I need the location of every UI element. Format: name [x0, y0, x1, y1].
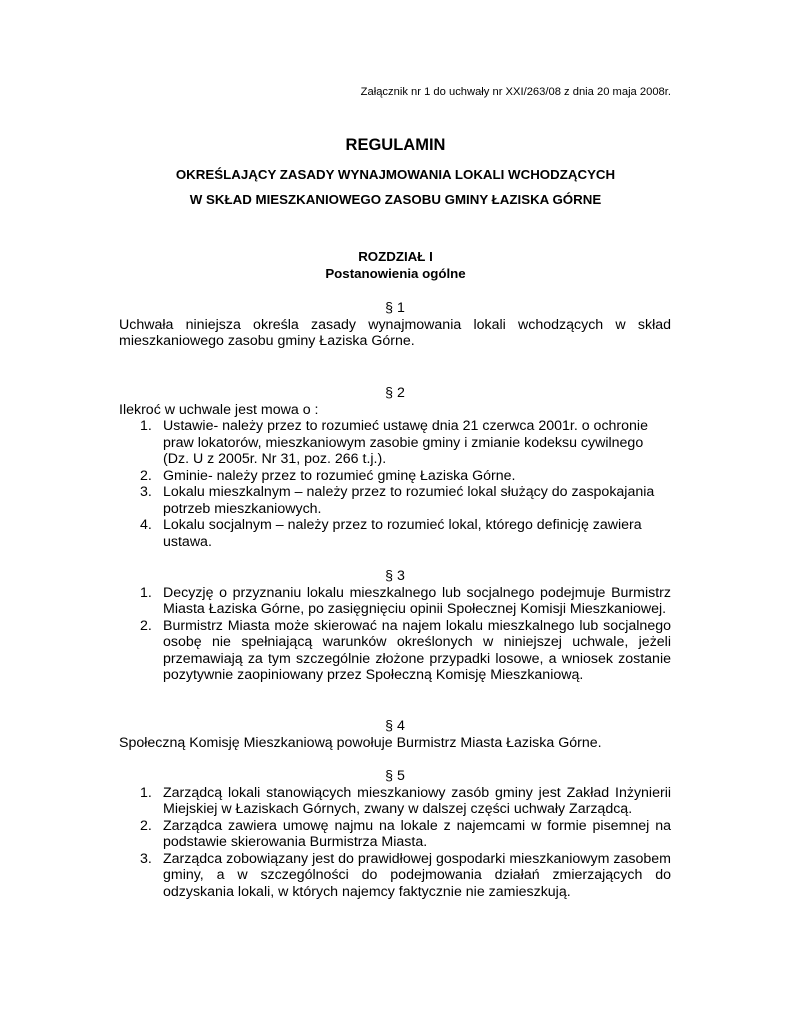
list-item — [119, 484, 671, 517]
section-2-list — [119, 418, 671, 550]
section-3-heading: § 3 — [385, 568, 405, 584]
list-item-number: 1. — [140, 418, 152, 434]
section-2 — [119, 385, 671, 550]
list-item-text: Burmistrz Miasta może skierować na najem lokalu mieszkalnego lub socjalnego osobę nie spełniającą warunków określonych w niniejszej uchwale, jeżeli przemawiają za tym szczególnie złożone przypadki losowe, a wniosek zostanie pozytywnie zaopiniowany przez Społeczną Komisję Mieszkaniową. — [163, 617, 671, 683]
list-item — [119, 585, 671, 618]
section-1-text: Uchwała niniejsza określa zasady wynajmowania lokali wchodzących w skład mieszkaniowego zasobu gminy Łaziska Górne. — [119, 316, 671, 349]
list-item-number: 2. — [140, 617, 152, 634]
list-item-number: 3. — [140, 484, 152, 500]
section-1 — [119, 300, 671, 350]
list-item-number: 4. — [140, 517, 152, 533]
list-item — [119, 785, 671, 818]
section-4-heading: § 4 — [385, 718, 405, 734]
section-3-list — [119, 585, 671, 684]
list-item — [119, 851, 671, 901]
list-item-number: 1. — [140, 584, 152, 601]
subtitle-line-1: OKREŚLAJĄCY ZASADY WYNAJMOWANIA LOKALI WCHODZĄCYCH — [175, 167, 616, 182]
section-2-intro: Ilekroć w uchwale jest mowa o : — [119, 401, 319, 418]
list-item — [119, 418, 671, 468]
section-4 — [119, 718, 671, 751]
list-item — [119, 468, 671, 485]
section-5 — [119, 768, 671, 900]
annex-reference: Załącznik nr 1 do uchwały nr XXI/263/08 z dnia 20 maja 2008r. — [360, 86, 671, 98]
list-item-text: Lokalu mieszkalnym – należy przez to rozumieć lokal służący do zaspokajania potrzeb mieszkaniowych. — [163, 484, 655, 517]
document-title: REGULAMIN — [345, 136, 446, 154]
section-1-heading: § 1 — [385, 300, 405, 316]
chapter-name: Postanowienia ogólne — [325, 266, 466, 281]
list-item — [119, 517, 671, 550]
list-item — [119, 818, 671, 851]
list-item-text: Zarządca zawiera umowę najmu na lokale z najemcami w formie pisemnej na podstawie skierowania Burmistrza Miasta. — [163, 817, 671, 850]
list-item-text: Decyzję o przyznaniu lokalu mieszkalnego lub socjalnego podejmuje Burmistrz Miasta Łaziska Górne, po zasięgnięciu opinii Społecznej Komisji Mieszkaniowej. — [163, 584, 671, 617]
section-5-heading: § 5 — [385, 768, 405, 784]
chapter-number: ROZDZIAŁ I — [358, 249, 433, 264]
list-item-text: Zarządcą lokali stanowiących mieszkaniowy zasób gminy jest Zakład Inżynierii Miejskiej w Łaziskach Górnych, zwany w dalszej części uchwały Zarządcą. — [163, 784, 671, 817]
list-item-text: Zarządca zobowiązany jest do prawidłowej gospodarki mieszkaniowym zasobem gminy, a w szczególności do podejmowania działań zmierzających do odzyskania lokali, w których najemcy faktycznie nie zamieszkują. — [163, 850, 671, 900]
list-item-text: Gminie- należy przez to rozumieć gminę Łaziska Górne. — [163, 467, 516, 484]
list-item-number: 2. — [140, 467, 152, 484]
section-4-text: Społeczną Komisję Mieszkaniową powołuje Burmistrz Miasta Łaziska Górne. — [119, 734, 602, 751]
list-item-number: 2. — [140, 817, 152, 834]
list-item-text: Lokalu socjalnym – należy przez to rozumieć lokal, którego definicję zawiera ustawa. — [163, 517, 642, 550]
list-item-text: Ustawie- należy przez to rozumieć ustawę dnia 21 czerwca 2001r. o ochronie praw lokatorów, mieszkaniowym zasobie gminy i zmianie kodeksu cywilnego (Dz. U z 2005r. Nr 31, poz. 266 t.j.). — [163, 418, 648, 467]
list-item-number: 3. — [140, 850, 152, 867]
section-3 — [119, 568, 671, 684]
list-item — [119, 618, 671, 684]
section-2-heading: § 2 — [385, 385, 405, 401]
list-item-number: 1. — [140, 784, 152, 801]
subtitle-line-2: W SKŁAD MIESZKANIOWEGO ZASOBU GMINY ŁAZISKA GÓRNE — [189, 192, 602, 207]
section-5-list — [119, 785, 671, 901]
